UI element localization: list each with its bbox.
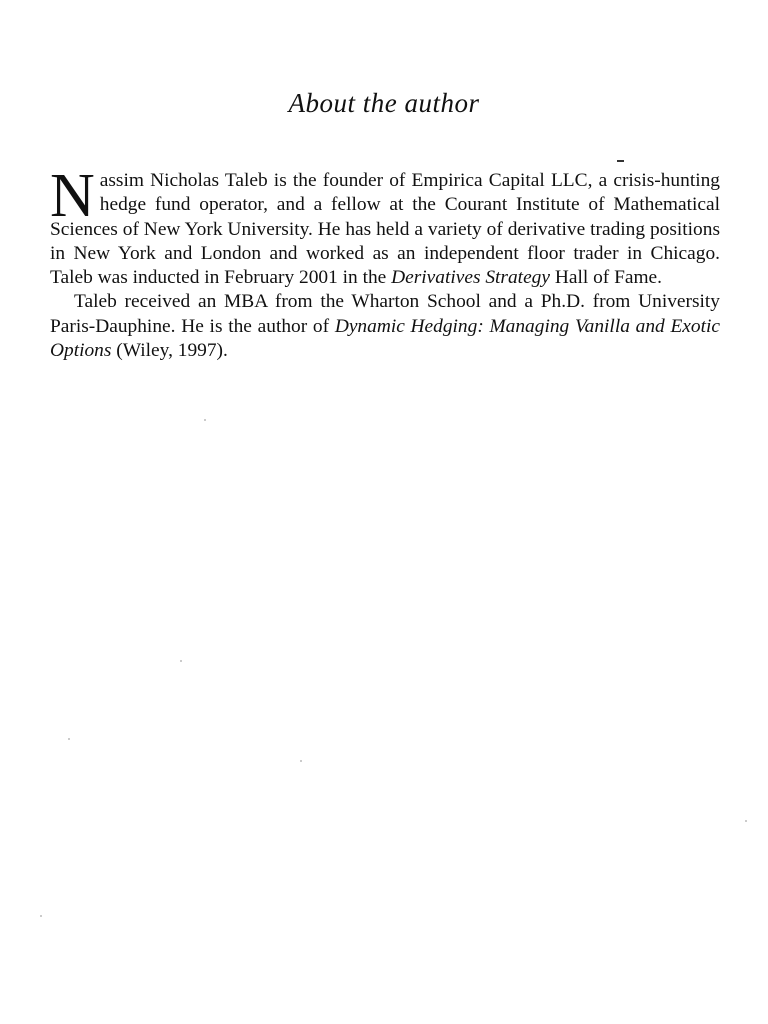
drop-cap: N xyxy=(50,162,95,230)
book-title: Dynamic Hedging: Managing Vanilla and Exotic Options xyxy=(50,315,720,362)
scan-speck xyxy=(204,419,206,421)
scan-speck xyxy=(745,820,747,822)
bio-paragraph-2-text: Taleb received an MBA from the Wharton School and a Ph.D. from University Paris-Dauphine. He is the author of xyxy=(50,291,720,337)
scan-speck xyxy=(68,738,70,740)
print-mark xyxy=(617,160,624,162)
bio-paragraph-2 xyxy=(50,290,720,363)
scan-speck xyxy=(300,760,302,762)
bio-paragraph-1-end: Hall of Fame. xyxy=(549,267,662,289)
page-title: About the author xyxy=(288,88,480,118)
bio-paragraph-1-text: assim Nicholas Taleb is the founder of Empirica Capital LLC, a crisis-hunting hedge fund operator, and a fellow at the Courant Institute of Mathematical Sciences of New York University. He has held a variety of derivative trading positions in New York and London and worked as an independent floor trader in Chicago. Taleb was inducted in February 2001 in the xyxy=(50,170,720,289)
scan-speck xyxy=(180,660,182,662)
bio-paragraph-2-end: (Wiley, 1997). xyxy=(111,340,228,362)
scan-speck xyxy=(40,915,42,917)
bio-paragraph-1 xyxy=(50,162,720,290)
bio-paragraph-1-italic: Derivatives Strategy xyxy=(391,267,550,289)
author-bio xyxy=(50,162,720,363)
